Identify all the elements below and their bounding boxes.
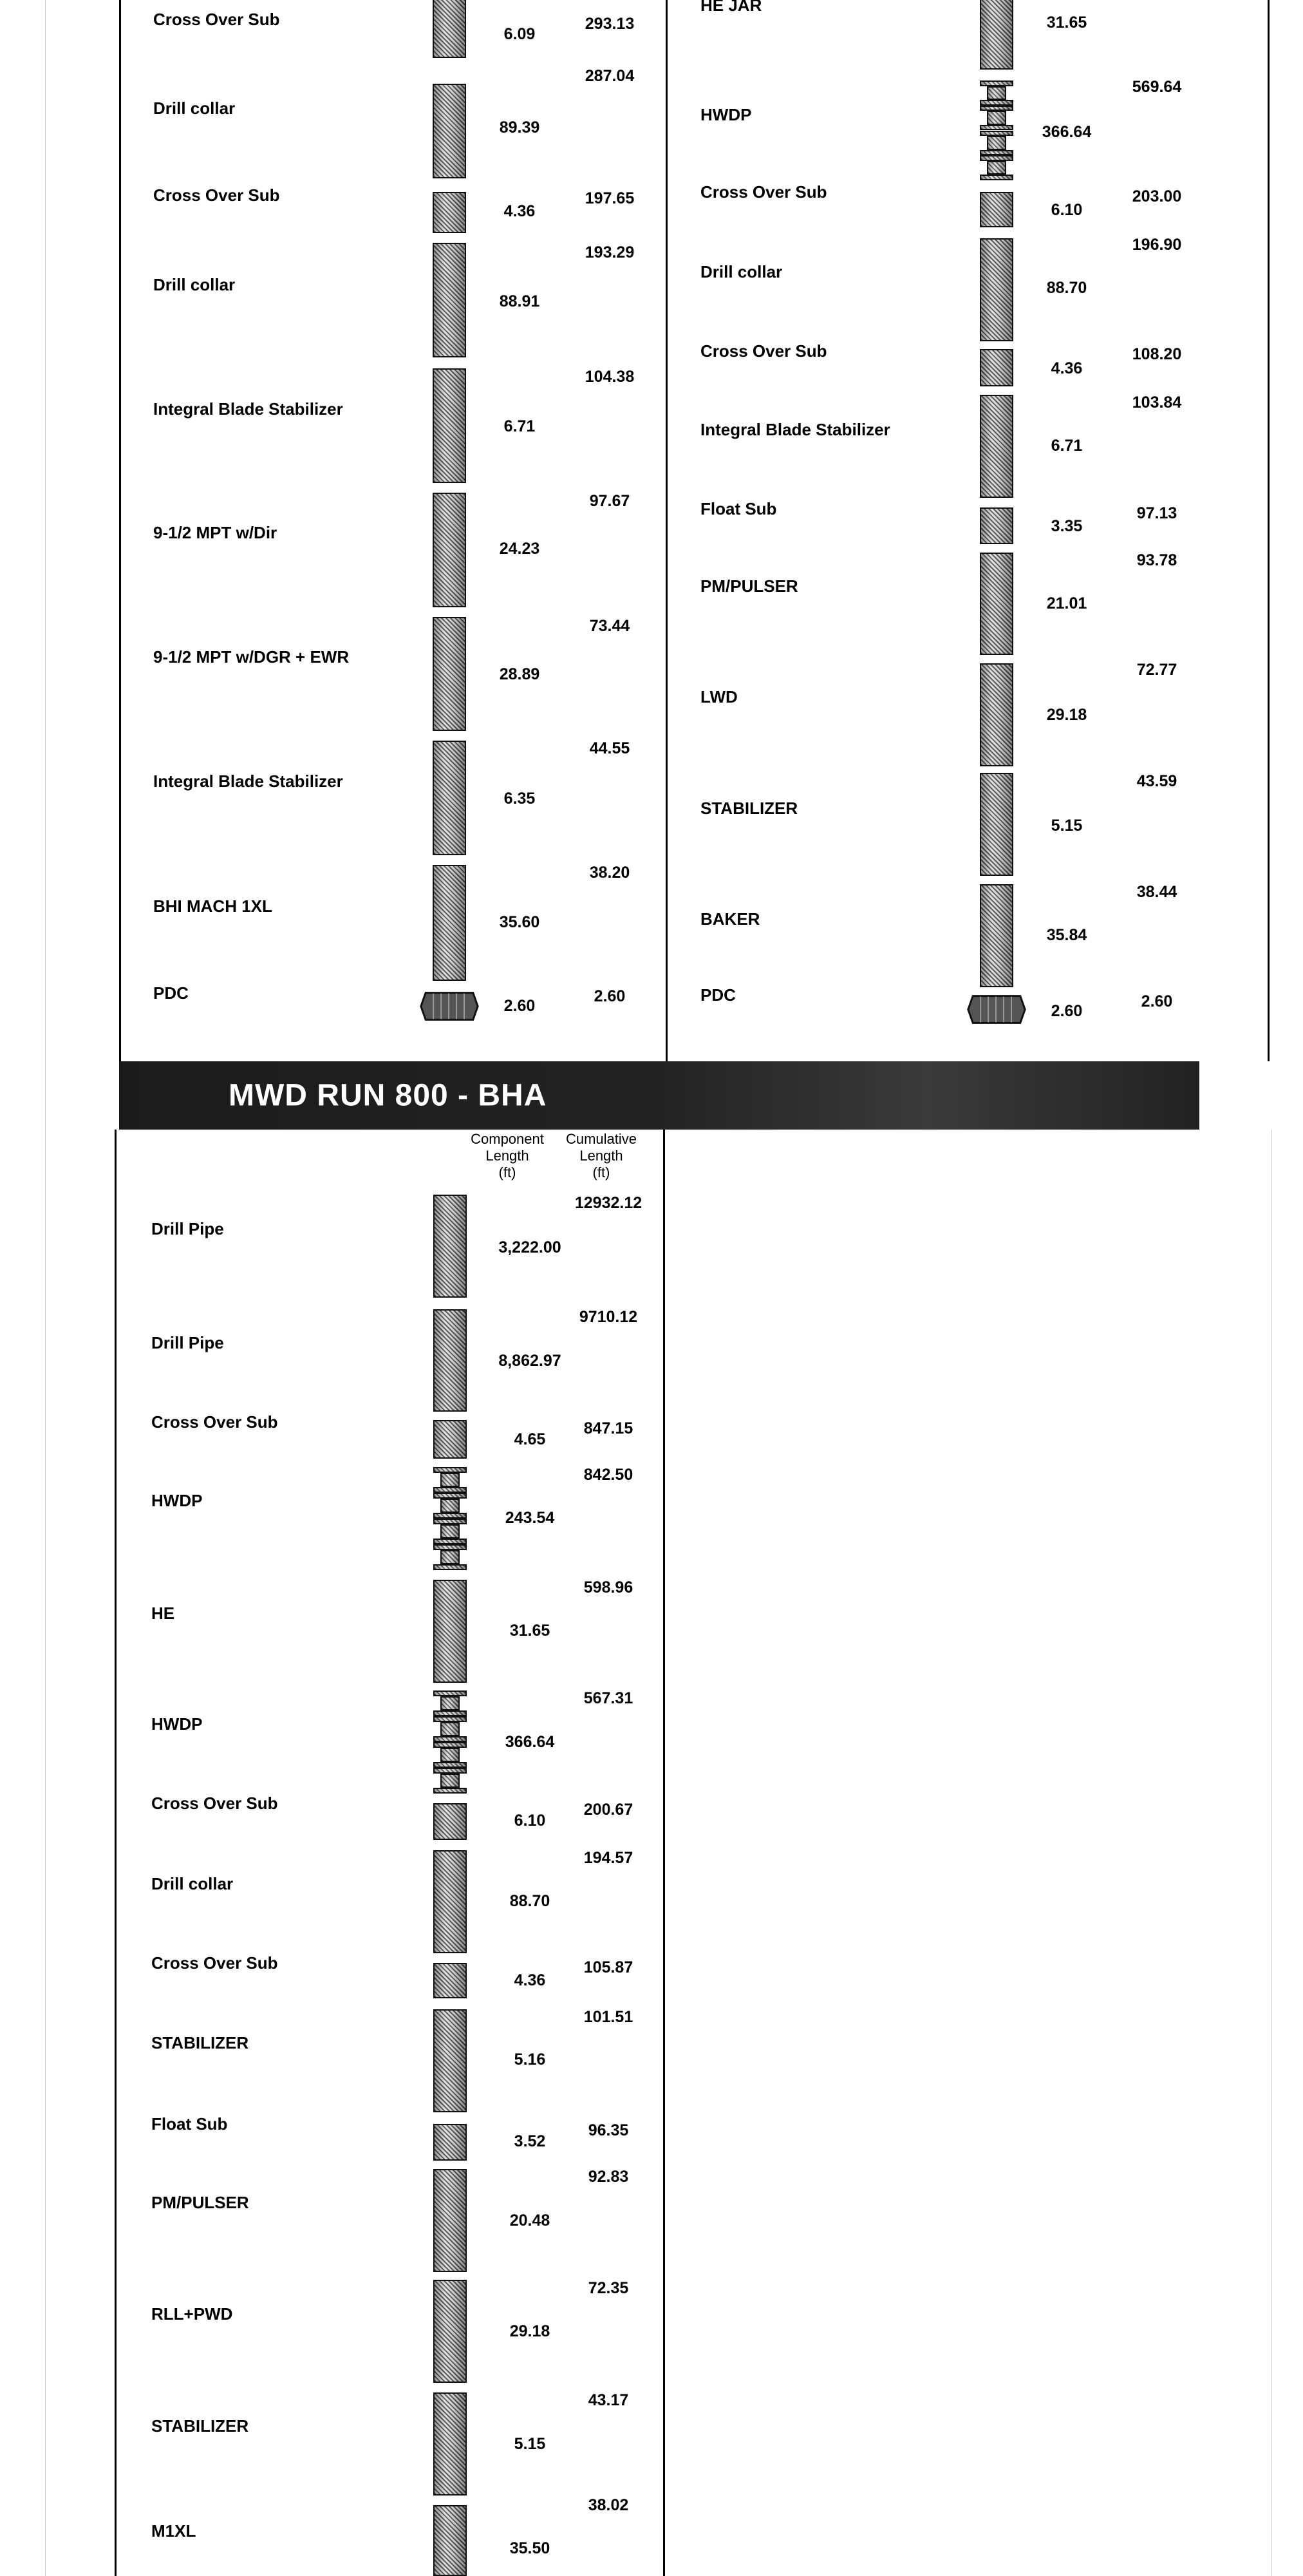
- cumulative-length-value: 43.59: [1136, 772, 1177, 790]
- cumulative-length-value: 200.67: [583, 1801, 633, 1819]
- cumulative-length-value: 2.60: [1141, 992, 1173, 1010]
- cumulative-length-value: 38.02: [588, 2496, 629, 2514]
- hwdp-body: [987, 111, 1006, 125]
- run800-left-border: [115, 1130, 117, 2576]
- stabilizer-icon: [433, 2009, 467, 2112]
- cumulative-length-value: 96.35: [588, 2121, 629, 2139]
- hwdp-body: [440, 1499, 459, 1513]
- cumulative-length-value: 108.20: [1132, 345, 1182, 363]
- component-length-value: 4.36: [1051, 359, 1083, 377]
- drill-collar-icon: [433, 1850, 467, 1953]
- hwdp-tool-joint: [433, 1539, 467, 1544]
- component-label: Cross Over Sub: [153, 185, 280, 205]
- hwdp-tool-joint: [433, 1467, 467, 1473]
- component-length-value: 5.15: [1051, 817, 1083, 835]
- hwdp-tool-joint: [433, 1487, 467, 1493]
- crossover-sub-icon: [433, 1420, 467, 1459]
- cumulative-length-value: 9710.12: [579, 1308, 638, 1326]
- cumulative-length-value: 12932.12: [574, 1194, 642, 1212]
- component-label: LWD: [700, 687, 738, 706]
- component-length-value: 243.54: [505, 1509, 555, 1527]
- component-label: 9-1/2 MPT w/Dir: [153, 523, 277, 542]
- float-sub-icon: [433, 2124, 467, 2161]
- hwdp-tool-joint: [980, 100, 1013, 106]
- cumulative-length-value: 72.77: [1136, 661, 1177, 679]
- crossover-sub-icon: [433, 1803, 467, 1840]
- component-length-value: 29.18: [509, 2322, 550, 2340]
- drill-pipe-icon: [433, 1195, 467, 1298]
- center-divider: [666, 0, 668, 1061]
- component-length-value: 31.65: [1046, 14, 1087, 32]
- component-length-value: 6.09: [503, 25, 536, 43]
- component-length-value: 29.18: [1046, 706, 1087, 724]
- hwdp-tool-joint: [980, 131, 1013, 137]
- page-edge-left: [45, 0, 46, 2576]
- pdc-bit-icon: [967, 992, 1026, 1027]
- component-label: Drill collar: [700, 262, 783, 281]
- drill-pipe-icon: [433, 1309, 467, 1412]
- hwdp-tool-joint: [433, 1513, 467, 1519]
- hwdp-tool-joint: [980, 175, 1013, 180]
- component-length-value: 8,862.97: [498, 1352, 561, 1370]
- hwdp-body: [987, 136, 1006, 150]
- hwdp-body: [440, 1550, 459, 1564]
- component-label: Float Sub: [700, 499, 777, 518]
- component-length-value: 6.10: [514, 1812, 546, 1830]
- motor-icon: [980, 884, 1013, 987]
- hwdp-tool-joint: [433, 1716, 467, 1722]
- hwdp-tool-joint: [433, 1742, 467, 1748]
- hwdp-body: [440, 1774, 459, 1788]
- component-length-value: 6.71: [503, 417, 536, 435]
- crossover-sub-icon: [980, 192, 1013, 227]
- component-length-value: 88.91: [499, 292, 540, 310]
- hwdp-tool-joint: [980, 80, 1013, 86]
- cumulative-length-value: 93.78: [1136, 551, 1177, 569]
- component-label: BAKER: [700, 909, 760, 929]
- pdc-bit-shape: [420, 989, 479, 1024]
- lwd-icon: [980, 663, 1013, 766]
- page-edge-right: [1271, 1130, 1272, 2576]
- hwdp-body: [987, 161, 1006, 175]
- component-length-value: 2.60: [1051, 1002, 1083, 1020]
- cumulative-length-value: 193.29: [585, 243, 635, 261]
- component-label: Float Sub: [151, 2114, 228, 2134]
- cumulative-length-value: 72.35: [588, 2279, 629, 2297]
- cumulative-length-value: 43.17: [588, 2391, 629, 2409]
- component-label: Cross Over Sub: [153, 10, 280, 29]
- hwdp-tool-joint: [433, 1493, 467, 1499]
- component-length-value: 4.36: [503, 202, 536, 220]
- component-length-value: 35.50: [509, 2539, 550, 2557]
- component-label: Cross Over Sub: [151, 1794, 278, 1813]
- component-length-header: Component Length (ft): [471, 1131, 544, 1180]
- hwdp-tool-joint: [980, 125, 1013, 131]
- right-border: [1268, 0, 1270, 1061]
- component-label: Integral Blade Stabilizer: [153, 399, 343, 419]
- hwdp-body: [440, 1748, 459, 1762]
- stabilizer-icon: [433, 2392, 467, 2496]
- stabilizer-icon: [980, 773, 1013, 876]
- cumulative-length-value: 38.44: [1136, 883, 1177, 901]
- component-length-value: 5.15: [514, 2435, 546, 2453]
- motor-icon: [433, 865, 466, 981]
- drill-collar-icon: [433, 84, 466, 178]
- cumulative-length-value: 103.84: [1132, 393, 1182, 412]
- hwdp-tool-joint: [433, 1564, 467, 1570]
- cumulative-length-value: 97.13: [1136, 504, 1177, 522]
- cumulative-length-value: 105.87: [583, 1958, 633, 1976]
- component-label: PM/PULSER: [151, 2193, 249, 2212]
- drill-collar-icon: [433, 243, 466, 357]
- hwdp-tool-joint: [433, 1762, 467, 1768]
- component-label: PM/PULSER: [700, 576, 798, 596]
- component-label: STABILIZER: [700, 799, 798, 818]
- component-length-value: 4.36: [514, 1971, 546, 1989]
- component-label: HWDP: [151, 1714, 203, 1734]
- cumulative-length-value: 598.96: [583, 1578, 633, 1596]
- motor-icon: [433, 2505, 467, 2576]
- component-label: Cross Over Sub: [700, 182, 827, 202]
- cumulative-length-value: 194.57: [583, 1849, 633, 1867]
- component-label: RLL+PWD: [151, 2304, 233, 2324]
- hwdp-tool-joint: [980, 155, 1013, 161]
- pdc-bit-shape: [967, 992, 1026, 1027]
- cumulative-length-value: 569.64: [1132, 78, 1182, 96]
- component-length-value: 28.89: [499, 665, 540, 683]
- component-length-value: 6.10: [1051, 201, 1083, 219]
- hwdp-body: [987, 86, 1006, 100]
- component-length-value: 88.70: [509, 1892, 550, 1910]
- hwdp-tool-joint: [433, 1788, 467, 1794]
- cumulative-length-value: 38.20: [589, 864, 630, 882]
- cumulative-length-value: 101.51: [583, 2008, 633, 2026]
- cumulative-length-value: 842.50: [583, 1466, 633, 1484]
- component-label: PDC: [153, 983, 189, 1003]
- lwd-icon: [433, 2280, 467, 2383]
- component-label: STABILIZER: [151, 2416, 249, 2436]
- component-length-value: 35.84: [1046, 926, 1087, 944]
- hwdp-icon: [980, 80, 1013, 180]
- cumulative-length-value: 92.83: [588, 2168, 629, 2186]
- component-length-value: 21.01: [1046, 594, 1087, 612]
- cumulative-length-value: 2.60: [594, 987, 626, 1005]
- component-label: Integral Blade Stabilizer: [700, 420, 890, 439]
- crossover-sub-icon: [433, 0, 466, 58]
- cumulative-length-value: 203.00: [1132, 187, 1182, 205]
- component-length-value: 88.70: [1046, 279, 1087, 297]
- stabilizer-icon: [980, 395, 1013, 498]
- component-length-value: 3,222.00: [498, 1238, 561, 1256]
- hwdp-tool-joint: [433, 1768, 467, 1774]
- hwdp-body: [440, 1524, 459, 1539]
- component-length-value: 35.60: [499, 913, 540, 931]
- component-label: HE: [151, 1604, 175, 1623]
- float-sub-icon: [980, 507, 1013, 544]
- run800-right-border: [663, 1130, 665, 2576]
- pulser-icon: [980, 553, 1013, 655]
- crossover-sub-icon: [433, 192, 466, 233]
- hwdp-tool-joint: [433, 1736, 467, 1742]
- component-label: Integral Blade Stabilizer: [153, 772, 343, 791]
- cumulative-length-header: Cumulative Length (ft): [565, 1131, 637, 1180]
- crossover-sub-icon: [433, 1963, 467, 1998]
- hwdp-tool-joint: [980, 150, 1013, 156]
- left-border: [119, 0, 121, 1061]
- drill-collar-icon: [980, 238, 1013, 341]
- component-length-value: 89.39: [499, 118, 540, 137]
- section-title: MWD RUN 800 - BHA: [229, 1078, 547, 1113]
- cumulative-length-value: 104.38: [585, 368, 635, 386]
- component-length-value: 366.64: [505, 1733, 555, 1751]
- component-length-value: 366.64: [1042, 123, 1092, 141]
- component-label: Drill collar: [153, 275, 236, 294]
- component-length-value: 24.23: [499, 540, 540, 558]
- cumulative-length-value: 196.90: [1132, 236, 1182, 254]
- hwdp-body: [440, 1696, 459, 1710]
- crossover-sub-icon: [980, 349, 1013, 386]
- component-length-value: 5.16: [514, 2050, 546, 2069]
- mwd-tool-icon: [433, 617, 466, 731]
- component-length-value: 6.71: [1051, 437, 1083, 455]
- component-label: 9-1/2 MPT w/DGR + EWR: [153, 647, 350, 667]
- component-length-value: 6.35: [503, 790, 536, 808]
- hwdp-tool-joint: [980, 106, 1013, 111]
- jar-icon: [980, 0, 1013, 70]
- component-length-value: 3.35: [1051, 517, 1083, 535]
- component-label: PDC: [700, 985, 736, 1005]
- pulser-icon: [433, 2169, 467, 2272]
- component-label: BHI MACH 1XL: [153, 896, 272, 916]
- hwdp-tool-joint: [433, 1544, 467, 1550]
- component-label: HE JAR: [700, 0, 762, 15]
- hwdp-tool-joint: [433, 1710, 467, 1716]
- component-label: Cross Over Sub: [151, 1412, 278, 1432]
- component-label: Cross Over Sub: [151, 1953, 278, 1973]
- cumulative-length-value: 287.04: [585, 67, 635, 85]
- component-label: Drill Pipe: [151, 1333, 224, 1352]
- component-length-value: 4.65: [514, 1430, 546, 1448]
- hwdp-body: [440, 1722, 459, 1736]
- cumulative-length-value: 293.13: [585, 15, 635, 33]
- component-length-value: 2.60: [503, 997, 536, 1015]
- mwd-tool-icon: [433, 493, 466, 607]
- component-length-value: 3.52: [514, 2132, 546, 2150]
- component-label: Drill collar: [153, 99, 236, 118]
- hwdp-body: [440, 1473, 459, 1487]
- hwdp-tool-joint: [433, 1519, 467, 1524]
- component-label: STABILIZER: [151, 2033, 249, 2052]
- component-length-value: 20.48: [509, 2211, 550, 2230]
- cumulative-length-value: 44.55: [589, 739, 630, 757]
- component-label: Drill Pipe: [151, 1219, 224, 1238]
- cumulative-length-value: 847.15: [583, 1419, 633, 1437]
- cumulative-length-value: 97.67: [589, 492, 630, 510]
- cumulative-length-value: 73.44: [589, 617, 630, 635]
- component-label: HWDP: [700, 105, 752, 124]
- component-label: M1XL: [151, 2521, 196, 2541]
- component-length-value: 31.65: [509, 1622, 550, 1640]
- hwdp-icon: [433, 1467, 467, 1570]
- pdc-bit-icon: [420, 989, 479, 1024]
- jar-icon: [433, 1580, 467, 1683]
- cumulative-length-value: 197.65: [585, 189, 635, 207]
- component-label: HWDP: [151, 1491, 203, 1510]
- component-label: Drill collar: [151, 1874, 234, 1893]
- stabilizer-icon: [433, 368, 466, 483]
- stabilizer-icon: [433, 741, 466, 855]
- component-label: Cross Over Sub: [700, 341, 827, 361]
- hwdp-tool-joint: [433, 1690, 467, 1696]
- hwdp-icon: [433, 1690, 467, 1794]
- cumulative-length-value: 567.31: [583, 1689, 633, 1707]
